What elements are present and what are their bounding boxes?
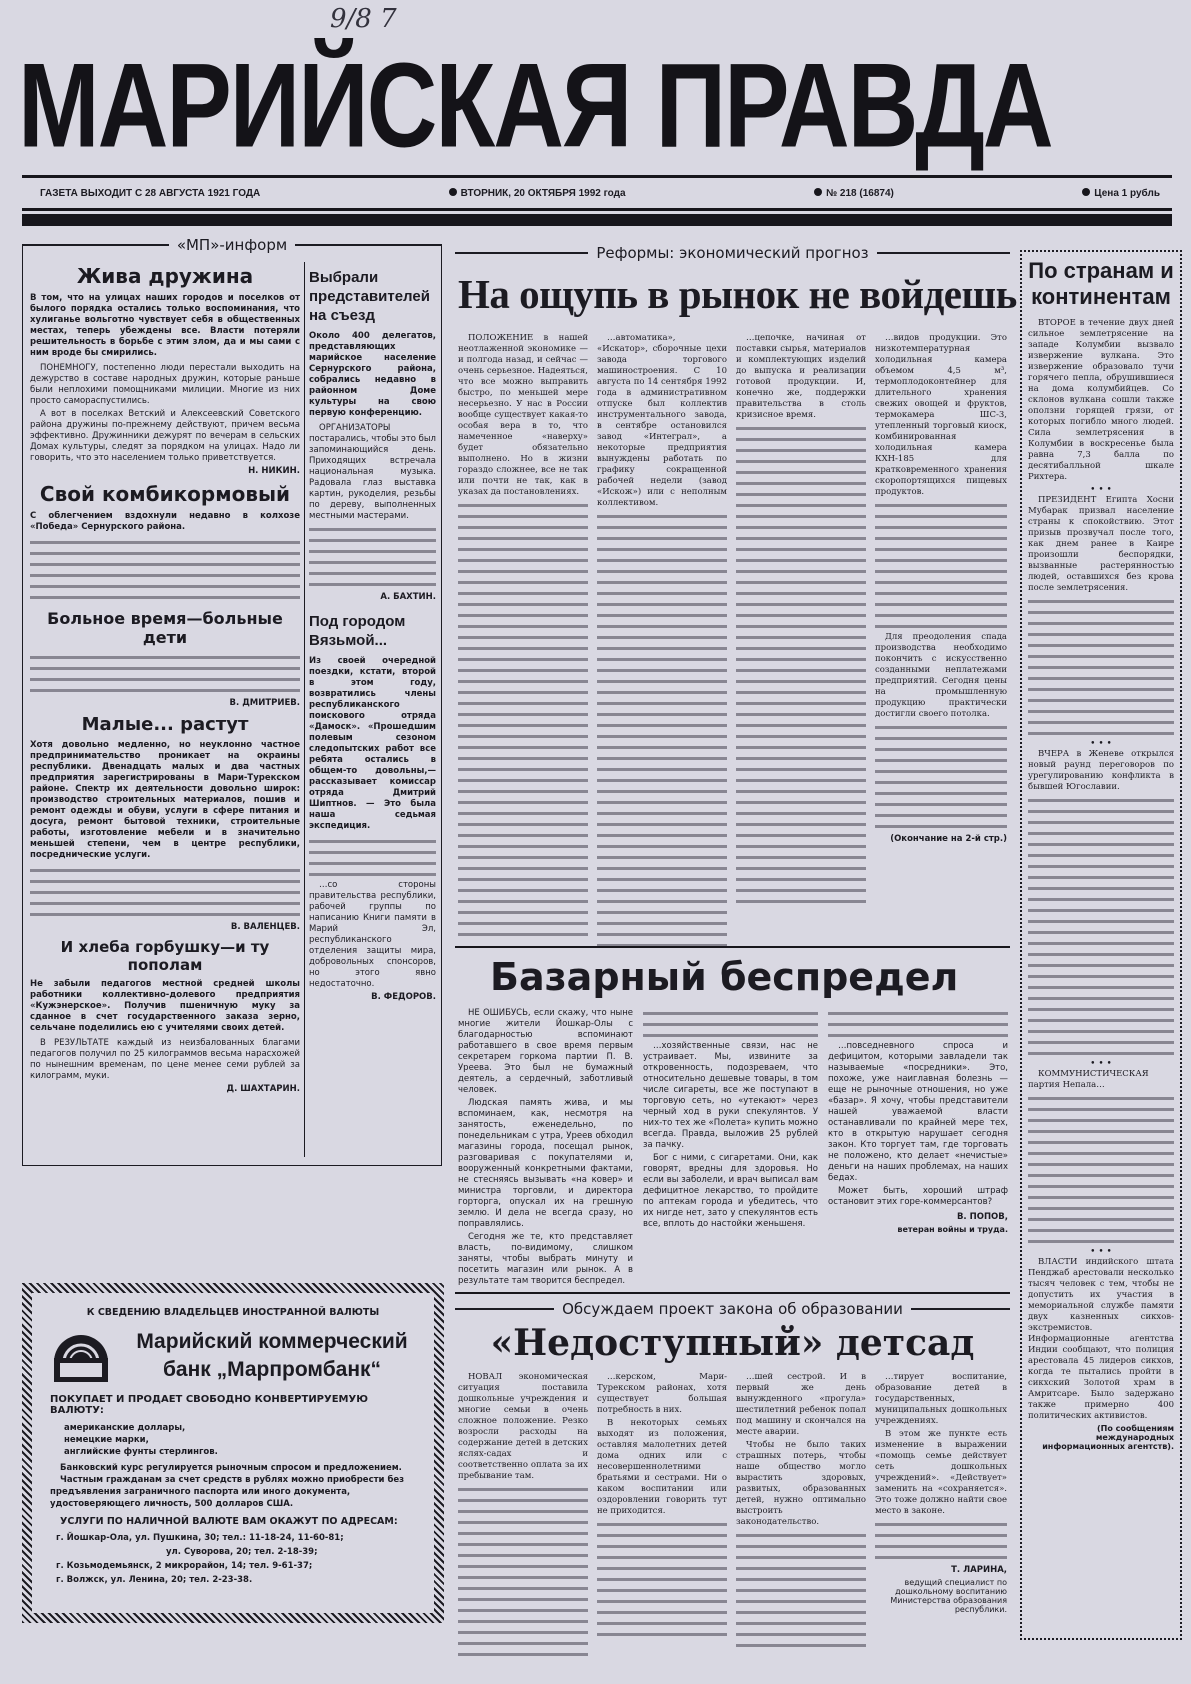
divider bbox=[22, 208, 1172, 211]
divider bbox=[22, 175, 1172, 178]
author: А. БАХТИН. bbox=[380, 592, 436, 602]
price-text: Цена 1 рубль bbox=[1082, 188, 1160, 204]
text-block bbox=[1028, 795, 1174, 1059]
paragraph: …автоматика», «Искатор», сборочные цехи завода торгового машиностроения. С 10 августа по 14 сентября 1992 года в административном отпуске был коллектив инструментального завода, в сентябре остановился завод «Интеграл», а некоторые предприятия вынуждены работать по графику сокращенной рабочей недели (завод «Искож») или с неполным коллективом. bbox=[597, 333, 727, 508]
text-block bbox=[828, 1008, 1008, 1041]
paragraph: В этом же пункте есть изменение в выражении «помощь семье действует сеть дошкольных учреждений». «Действует» заменить на «сохраняется». Это тоже должно найти свое место в законе. bbox=[875, 1429, 1007, 1516]
author: Н. НИКИН. bbox=[248, 466, 300, 476]
currency-item: американские доллары, bbox=[64, 1423, 186, 1433]
author: В. ВАЛЕНЦЕВ. bbox=[230, 922, 300, 932]
lead: В том, что на улицах наших городов и поселков от былого порядка остались только воспоминания, что хулиганье вольготно чувствует себя в общественных местах, теперь убеждены все. Власти потеряли решительность в борьбе с этим злом, да и мы сами с ним вроде бы смирились. bbox=[30, 293, 300, 358]
currency-item: немецкие марки, bbox=[64, 1435, 149, 1445]
paragraph: …керском, Мари-Турекском районах, хотя существует большая потребность в них. bbox=[597, 1372, 727, 1415]
paragraph: Сегодня же те, кто представляет власть, по-видимому, слишком заняты, чтобы выбрать минуту и посетить магазин или рынок. А в результате там творится беспредел. bbox=[458, 1232, 633, 1286]
author: В. ДМИТРИЕВ. bbox=[229, 698, 300, 708]
ad-services: УСЛУГИ ПО НАЛИЧНОЙ ВАЛЮТЕ ВАМ ОКАЖУТ ПО АДРЕСАМ: bbox=[60, 1516, 398, 1527]
ad-heading: К СВЕДЕНИЮ ВЛАДЕЛЬЦЕВ ИНОСТРАННОЙ ВАЛЮТЫ bbox=[86, 1307, 380, 1318]
masthead-title: МАРИЙСКАЯ ПРАВДА bbox=[18, 37, 1052, 173]
bazaar-column bbox=[458, 1008, 633, 1289]
paragraph: …тирует воспитание, образование детей в государственных, муниципальных дошкольных учреждениях. bbox=[875, 1372, 1007, 1426]
ad-offer: ПОКУПАЕТ И ПРОДАЕТ СВОБОДНО КОНВЕРТИРУЕМУЮ ВАЛЮТУ: bbox=[50, 1394, 368, 1416]
ad-text: Банковский курс регулируется рыночным спросом и предложением. bbox=[60, 1463, 402, 1473]
paragraph: КОММУНИСТИЧЕСКАЯ партия Непала… bbox=[1028, 1069, 1149, 1090]
text-block bbox=[643, 1008, 818, 1041]
paragraph: ВЧЕРА в Женеве открылся новый раунд переговоров по урегулированию конфликта в бывшей Югославии. bbox=[1028, 749, 1174, 792]
text-block bbox=[309, 836, 436, 880]
paragraph: ПОНЕМНОГУ, постепенно люди перестали выходить на дежурство в составе народных дружин, которые раньше были неплохими помощниками милиции. Многие из них просто самораспустились. bbox=[30, 363, 300, 406]
econ-column bbox=[736, 333, 866, 903]
paragraph: …хозяйственные связи, нас не устраивает. Мы, извините за откровенность, подозреваем, что относительно дешевые товары, в том числе сигареты, все же поступают в торговую сеть, но «утекают» через черный ход в руки спекулянтов. У них-то тех же «Полета» купить можно всегда. Правда, выложив 25 рублей за пачку. bbox=[643, 1041, 818, 1150]
headline-world: По странам и континентам bbox=[1028, 258, 1174, 309]
headline: Больное время—больные дети bbox=[47, 609, 283, 647]
address: ул. Суворова, 20; тел. 2-18-39; bbox=[166, 1547, 318, 1557]
paragraph: …видов продукции. Это низкотемпературная холодильная камера объемом 4,5 м³, термоплодоконтейнер для длительного хранения свежих овощей и фруктов, термокамера ШС-3, утепленный торговый киоск, комбинированная холодильная камера КХН-185 для кратковременного хранения скоропортящихся пищевых продуктов. bbox=[875, 333, 1007, 497]
edu-column bbox=[875, 1372, 1007, 1617]
paragraph: В РЕЗУЛЬТАТЕ каждый из неизбалованных благами педагогов получил по 25 килограммов весьма нарасхожей по нынешним временам, по цене менее семи рублей за килограмм, муки. bbox=[30, 1038, 300, 1081]
separator: • • • bbox=[1090, 1247, 1112, 1257]
author: В. ПОПОВ, bbox=[956, 1212, 1008, 1222]
paragraph: ОРГАНИЗАТОРЫ постарались, чтобы это был запоминающийся день. Приходящих встречала национальная музыка. Радовала глаз выставка картин, рукоделия, резьбы по дереву, выполненных местными мастерами. bbox=[309, 423, 436, 521]
paragraph: НОВАЛ экономическая ситуация поставила дошкольные учреждения и многие семьи в очень сложное положение. Резко возросли расходы на содержание детей в детских яслях-садах и соответственно оплата за их пребывание там. bbox=[458, 1372, 588, 1481]
currency-item: английские фунты стерлингов. bbox=[64, 1447, 218, 1457]
rubric-education: Обсуждаем проект закона об образовании bbox=[455, 1300, 1010, 1318]
text-block bbox=[309, 524, 436, 590]
paragraph: ПРЕЗИДЕНТ Египта Хосни Мубарак призвал население страны к спокойствию. Этот призыв прозвучал после того, как днем ранее в Каире произошли беспорядки, вызванные растерянностью людей, оставшихся без крова после землетрясения. bbox=[1028, 495, 1174, 593]
headline-main: На ощупь в рынок не войдешь bbox=[458, 271, 1017, 317]
author: Т. ЛАРИНА, bbox=[951, 1565, 1007, 1575]
author: В. ФЕДОРОВ. bbox=[371, 992, 436, 1002]
headline: И хлеба горбушку—и ту пополам bbox=[60, 938, 270, 974]
text-block bbox=[875, 500, 1007, 632]
econ-column bbox=[875, 333, 1007, 847]
bank-name: Марийский коммерческий bbox=[136, 1330, 408, 1353]
info-line bbox=[40, 188, 1160, 204]
paragraph: Бог с ними, с сигаретами. Они, как говорят, вредны для здоровья. Но если вы заболели, и врач выписал вам дефицитное лекарство, то пройдите по аптекам города и убедитесь, что их нигде нет, зато у спекулянтов есть все, вплоть до настойки женьшеня. bbox=[643, 1153, 818, 1229]
text-block bbox=[458, 1484, 588, 1660]
edu-column bbox=[458, 1372, 588, 1660]
lead: Из своей очередной поездки, кстати, второй в этом году, возвратились члены республиканского поискового отряда «Дамоск». «Прошедшим полевым сезоном следопытских работ все ребята остались в общем-то довольны,— рассказывает комиссар отряда Дмитрий Шиптнов. — Это была наша седьмая экспедиция. bbox=[309, 656, 436, 831]
address: г. Волжск, ул. Ленина, 20; тел. 2-23-38. bbox=[56, 1575, 253, 1585]
headline-bazaar: Базарный беспредел bbox=[490, 955, 959, 999]
bank-advertisement bbox=[22, 1283, 444, 1623]
paragraph: …повседневного спроса и дефицитом, которыми завладели так называемые «посредники». Это, похоже, уже наиглавная болезнь — еще не рыночные отношения, но уже «базар». Я хочу, чтобы представители нашей уважаемой власти останавливали по крайней мере тех, кто в открытую нарушает сегодня закон. Кто торгует там, где торговать не положено, кто делает «нечистые» деньги на наших проблемах, на наших бедах. bbox=[828, 1041, 1008, 1183]
address: г. Йошкар-Ола, ул. Пушкина, 30; тел.: 11-18-24, 11-60-81; bbox=[56, 1533, 344, 1543]
text-block bbox=[30, 652, 300, 696]
econ-column bbox=[597, 333, 727, 951]
issue-number: № 218 (16874) bbox=[814, 188, 894, 204]
ad-text: Частным гражданам за счет средств в рублях можно приобрести без предъявления заграничного паспорта или иного документа, удостоверяющего личность, 500 долларов США. bbox=[50, 1475, 405, 1509]
info-right-column bbox=[309, 258, 436, 1005]
bank-logo-icon bbox=[50, 1328, 112, 1384]
divider bbox=[455, 946, 1010, 948]
author-role: ведущий специалист по дошкольному воспитанию Министерства образования республики. bbox=[890, 1578, 1007, 1614]
paragraph: Для преодоления спада производства необходимо покончить с искусственно созданными неплатежами предприятий. Сегодня цены на промышленную продукцию практически достигли своего потолка. bbox=[875, 632, 1007, 719]
text-block bbox=[875, 1519, 1007, 1563]
founded-text: ГАЗЕТА ВЫХОДИТ С 28 АВГУСТА 1921 ГОДА bbox=[40, 188, 261, 199]
headline: Малые... растут bbox=[81, 714, 249, 735]
bazaar-column bbox=[828, 1008, 1008, 1237]
separator: • • • bbox=[1090, 739, 1112, 749]
edu-column bbox=[736, 1372, 866, 1651]
econ-column bbox=[458, 333, 588, 940]
paragraph: …цепочке, начиная от поставки сырья, материалов и комплектующих изделий до выпуска и реализации готовой продукции. И, конечно же, поддержки правительства в столь кризисное время. bbox=[736, 333, 866, 420]
text-block bbox=[458, 500, 588, 940]
info-left-column bbox=[30, 258, 300, 1097]
text-block bbox=[1028, 596, 1174, 739]
separator: • • • bbox=[1090, 1059, 1112, 1069]
paragraph: …шей сестрой. И в первый же день вынужденного «прогула» шестилетний ребенок попал под машину и скончался на месте аварии. bbox=[736, 1372, 866, 1437]
headline: Выбрали представителей на съезд bbox=[309, 269, 430, 324]
text-block bbox=[736, 423, 866, 903]
text-block bbox=[597, 511, 727, 951]
paragraph: ПОЛОЖЕНИЕ в нашей неотлаженной экономике — и полгода назад, и сейчас — очень серьезное. Надеяться, что все можно выправить быстро, по меньшей мере несерьезно. У нас в России вообще существует какая-то особая вера в то, что намеченное «наверху» будет обязательно выполнено. Но в жизни гораздо сложнее, все не так или почти не так, как в указах да постановлениях. bbox=[458, 333, 588, 497]
paragraph: Может быть, хороший штраф остановит этих горе-коммерсантов? bbox=[828, 1186, 1008, 1207]
edu-column bbox=[597, 1372, 727, 1640]
headline: Под городом Вязьмой... bbox=[309, 613, 406, 649]
rubric-economy: Реформы: экономический прогноз bbox=[455, 244, 1010, 262]
paragraph: НЕ ОШИБУСЬ, если скажу, что ныне многие жители Йошкар-Олы с благодарностью вспоминают работавшего в свое время первым секретарем горкома партии П. В. Уреева. Это был не бумажный деятель, а сердечный, заботливый человек. bbox=[458, 1008, 633, 1095]
author: Д. ШАХТАРИН. bbox=[226, 1084, 300, 1094]
bank-name: банк „Марпромбанк“ bbox=[162, 1358, 382, 1381]
text-block bbox=[30, 537, 300, 603]
text-block bbox=[875, 722, 1007, 832]
text-block bbox=[30, 865, 300, 920]
headline: Свой комбикормовый bbox=[39, 482, 291, 506]
paragraph: А вот в поселках Ветский и Алексеевский Советского района дружины по-прежнему действуют, причем весьма эффективно. Дружинники дежурят по вечерам в сельских Домах культуры, следят за порядком на улицах. Надо ли говорить, что это населением только приветствуется. bbox=[30, 409, 300, 463]
text-block bbox=[1028, 1093, 1174, 1247]
paragraph: ВЛАСТИ индийского штата Пенджаб арестовали несколько тысяч человек с тем, чтобы не допустить их участия в мемориальной службе памяти двух казненных сикхов-экстремистов. Информационные агентства Индии сообщают, что полиция арестовала 45 лидеров сикхов, когда те пытались пройти в сикхский Золотой храм в Амритсаре. Было задержано также примерно 400 политических активистов. bbox=[1028, 1257, 1174, 1421]
paragraph: В некоторых семьях выходят из положения, оставляя малолетних детей дома одних или с несовершеннолетними братьями и сестрами. Ни о каком воспитании или оздоровлении говорить тут не приходится. bbox=[597, 1418, 727, 1516]
black-bar bbox=[22, 214, 1172, 226]
text-block bbox=[736, 1530, 866, 1651]
headline: Жива дружина bbox=[76, 264, 254, 288]
address: г. Козьмодемьянск, 2 микрорайон, 14; тел. 9-61-37; bbox=[56, 1561, 313, 1571]
text-block bbox=[597, 1519, 727, 1640]
bazaar-column bbox=[643, 1008, 818, 1232]
divider bbox=[304, 262, 305, 1157]
paragraph: Чтобы не было таких страшных потерь, чтобы наше общество могло вырастить здоровых, развитых, образованных детей, нужно оптимально выстроить законодательство. bbox=[736, 1440, 866, 1527]
lead: Не забыли педагогов местной средней школы работники коллективно-долевого предприятия «Кужэнерское». Получив пшеничную муку за сданное в счет государственного заказа зерно, сельчане поделились ею с учителями своих детей. bbox=[30, 979, 300, 1033]
handwritten-note: 9/8 7 bbox=[330, 4, 397, 34]
separator: • • • bbox=[1090, 485, 1112, 495]
lead: Около 400 делегатов, представляющих марийское население Сернурского района, собрались недавно в районном Доме культуры на свою первую конференцию. bbox=[309, 331, 436, 418]
world-news-box bbox=[1020, 250, 1182, 1640]
lead: С облегчением вздохнули недавно в колхозе «Победа» Сернурского района. bbox=[30, 511, 300, 532]
paragraph: ВТОРОЕ в течение двух дней сильное землетрясение на западе Колумбии вызвало извержение вулкана. Это извержение образовало тучи горячего пепла, обрушившиеся на дома колумбийцев. Со склонов вулкана сошли также оползни горящей грязи, от которых погибло много людей. Сила землетрясения в Колумбии в воскресенье была равна 7,3 балла по десятибалльной шкале Рихтера. bbox=[1028, 318, 1174, 482]
date-text: ВТОРНИК, 20 ОКТЯБРЯ 1992 года bbox=[449, 188, 626, 204]
divider bbox=[455, 1292, 1010, 1294]
rubric-mp-inform: «МП»-информ bbox=[22, 236, 442, 254]
paragraph: …со стороны правительства республики, рабочей группы по написанию Книги памяти в Марий Эл, республиканского отделения защиты мира, добровольных спонсоров, но этого явно недостаточно. bbox=[309, 880, 436, 989]
lead: Хотя довольно медленно, но неуклонно частное предпринимательство проникает на окраины республики. Двенадцать малых и два частных предприятия зарегистрированы в Мари-Турекском районе. Спектр их деятельности довольно широк: производство строительных материалов, пошив и ремонт одежды и обуви, услуги в сфере питания и досуга, ремонт бытовой техники, строительные работы, изготовление мебели и в значительно меньшей степени, чем в центре республики, посреднические услуги. bbox=[30, 740, 300, 860]
author-role: ветеран войны и труда. bbox=[897, 1225, 1008, 1234]
source-note: (По сообщениям международных информационных агентств). bbox=[1042, 1424, 1174, 1451]
continued-note: (Окончание на 2-й стр.) bbox=[890, 834, 1007, 844]
headline-kindergarten: «Недоступный» детсад bbox=[490, 1322, 975, 1364]
paragraph: Людская память жива, и мы вспоминаем, как, несмотря на занятость, еженедельно, по понедельникам с утра, Уреев обходил магазины города, посещал рынок, разговаривая с покупателями и, вооруженный конкретными фактами, не стесняясь вызывать «на ковер» и министра торговли, и директора горторга, опускал их на грешную землю. И дела не всегда сразу, но поправлялись. bbox=[458, 1098, 633, 1229]
